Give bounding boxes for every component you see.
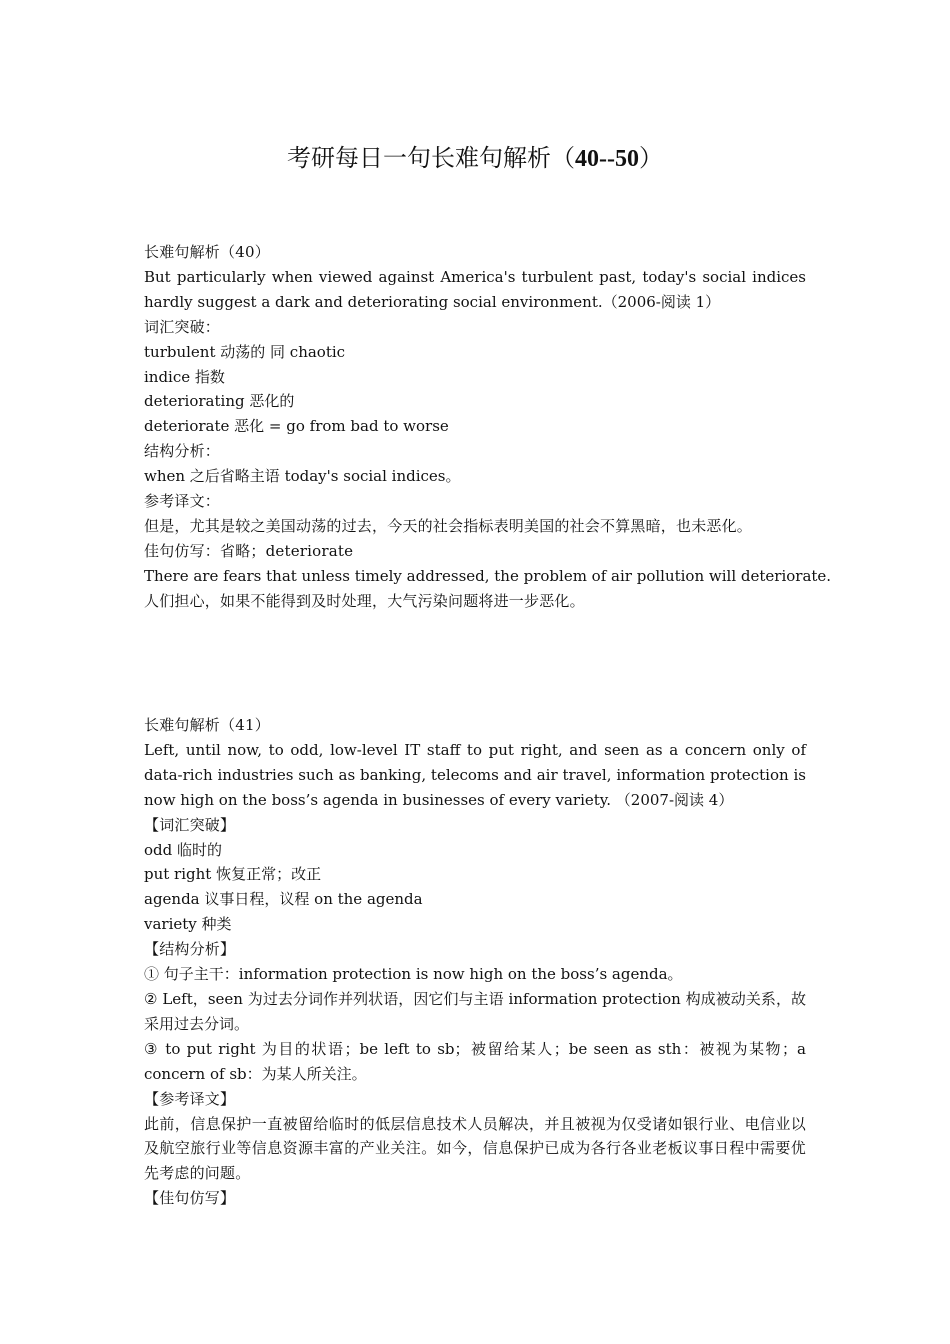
imitation-heading: 佳句仿写：省略；deteriorate: [144, 541, 354, 560]
imitation-chinese: 人们担心，如果不能得到及时处理，大气污染问题将进一步恶化。: [144, 591, 585, 610]
structure-item: ② Left，seen 为过去分词作并列状语，因它们与主语 information protection 构成被动关系，故采用过去分词。: [144, 989, 806, 1033]
imitation-english: There are fears that unless timely addressed, the problem of air pollution will deteriorate.: [144, 566, 832, 585]
vocab-item: indice 指数: [144, 367, 225, 386]
vocab-heading: 【词汇突破】: [144, 815, 236, 834]
section-heading: 长难句解析（40）: [144, 243, 270, 261]
example-sentence: But particularly when viewed against America's turbulent past, today's social indices hardly suggest a dark and deteriorating social environment.（2006-阅读 1）: [144, 267, 806, 311]
document-title: [0, 140, 950, 177]
vocab-item: variety 种类: [144, 915, 232, 934]
structure-heading: 结构分析：: [144, 442, 221, 461]
title-prefix: 考研每日一句长难句解析（: [287, 144, 575, 172]
translation-heading: 【参考译文】: [144, 1089, 236, 1108]
structure-heading: 【结构分析】: [144, 940, 236, 959]
structure-item: ① 句子主干：information protection is now high on the boss’s agenda。: [144, 965, 683, 984]
title-suffix: ）: [638, 144, 663, 172]
translation-text: 但是，尤其是较之美国动荡的过去，今天的社会指标表明美国的社会不算黑暗，也未恶化。: [144, 516, 753, 535]
section-41: [144, 713, 806, 1211]
section-heading: 长难句解析（41）: [144, 716, 270, 734]
section-40: [144, 240, 832, 614]
vocab-heading: 词汇突破：: [144, 317, 221, 336]
title-range: 40--50: [575, 146, 639, 172]
imitation-heading: 【佳句仿写】: [144, 1189, 236, 1208]
vocab-item: put right 恢复正常；改正: [144, 865, 322, 884]
vocab-item: deteriorating 恶化的: [144, 392, 295, 411]
example-sentence: Left, until now, to odd, low-level IT staff to put right, and seen as a concern only of data-rich industries such as banking, telecoms and air travel, information protection is now high on the boss’s agenda in businesses of every variety. （2007-阅读 4）: [144, 740, 806, 809]
vocab-item: odd 临时的: [144, 840, 223, 859]
vocab-item: deteriorate 恶化 = go from bad to worse: [144, 417, 449, 436]
vocab-item: turbulent 动荡的 同 chaotic: [144, 342, 346, 361]
structure-item: ③ to put right 为目的状语；be left to sb；被留给某人；be seen as sth：被视为某物；a concern of sb：为某人所关注。: [144, 1039, 806, 1083]
translation-heading: 参考译文：: [144, 492, 221, 511]
structure-text: when 之后省略主语 today's social indices。: [144, 467, 461, 486]
vocab-item: agenda 议事日程，议程 on the agenda: [144, 890, 423, 909]
translation-text: 此前，信息保护一直被留给临时的低层信息技术人员解决，并且被视为仅受诸如银行业、电信业以及航空旅行业等信息资源丰富的产业关注。如今，信息保护已成为各行各业老板议事日程中需要优先考虑的问题。: [144, 1114, 806, 1183]
